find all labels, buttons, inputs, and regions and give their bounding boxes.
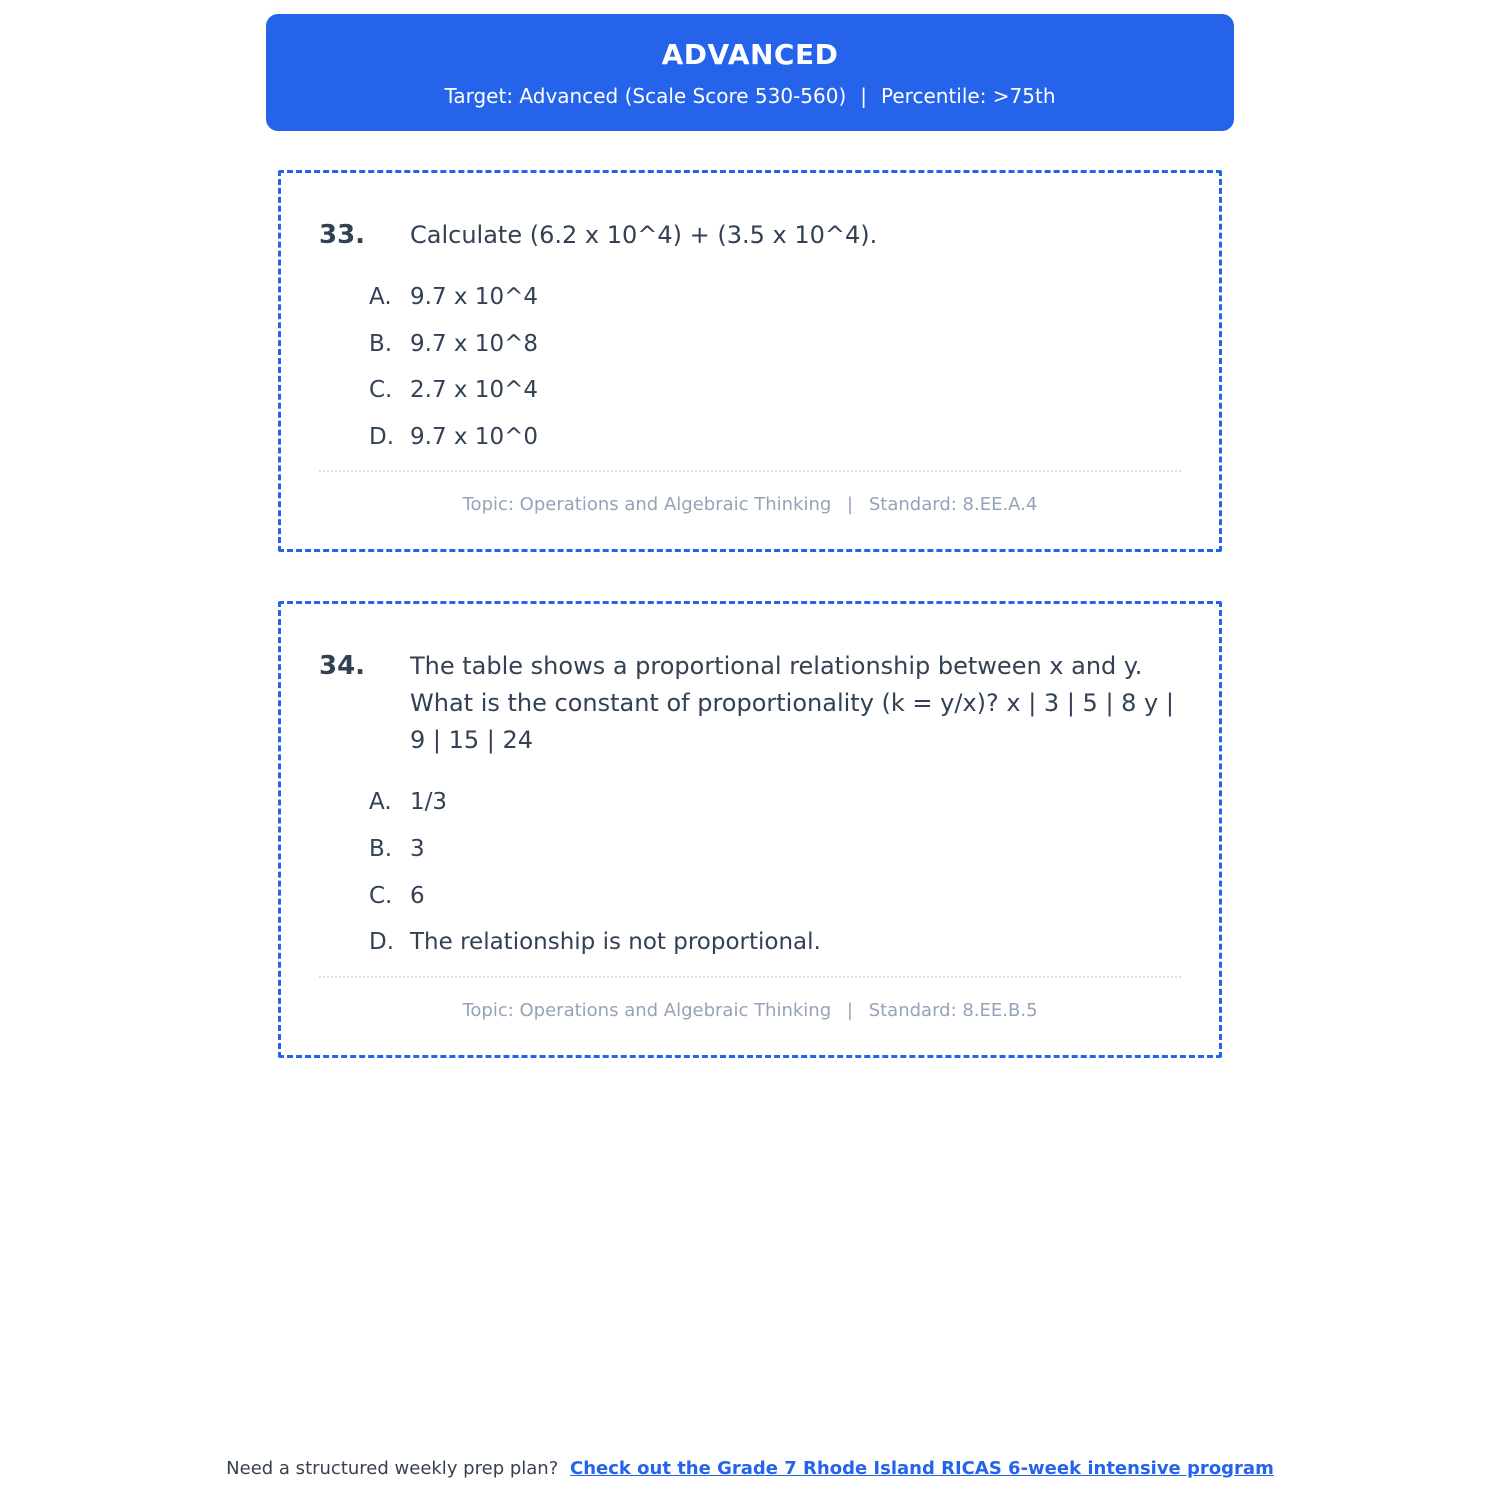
option-letter: B.: [369, 835, 393, 862]
option-text: 2.7 x 10^4: [410, 377, 538, 404]
option-d: [369, 424, 1181, 452]
standard-label: Standard: 8.EE.A.4: [868, 494, 1038, 516]
question-card-34: [278, 601, 1222, 1057]
percentile-label: Percentile: >75th: [881, 83, 1056, 108]
options-list: [369, 284, 1181, 451]
option-text: The relationship is not proportional.: [410, 929, 821, 956]
footer-prompt: Need a structured weekly prep plan?: [226, 1458, 559, 1479]
level-title: ADVANCED: [661, 37, 839, 71]
question-text: The table shows a proportional relationship between x and y. What is the constant of proportionality (k = y/x)? x | 3 | 5 | 8 y | 9 | 15 | 24: [410, 652, 1174, 755]
meta-divider: [319, 976, 1181, 978]
option-b: [369, 836, 1181, 864]
option-letter: B.: [369, 330, 393, 357]
option-a: [369, 284, 1181, 312]
level-banner: [266, 14, 1234, 131]
standard-label: Standard: 8.EE.B.5: [868, 999, 1038, 1021]
question-text: Calculate (6.2 x 10^4) + (3.5 x 10^4).: [410, 221, 878, 249]
subtitle-separator: |: [860, 83, 868, 108]
option-letter: C.: [369, 882, 393, 909]
option-letter: A.: [369, 284, 392, 310]
options-list: [369, 789, 1181, 956]
option-a: [369, 789, 1181, 817]
target-score-label: Target: Advanced (Scale Score 530-560): [444, 83, 847, 108]
question-meta: [319, 1000, 1181, 1021]
option-text: 1/3: [410, 789, 448, 816]
level-subtitle: [444, 84, 1055, 108]
option-c: [369, 377, 1181, 405]
topic-label: Topic: Operations and Algebraic Thinking: [462, 999, 832, 1021]
option-text: 6: [410, 882, 425, 909]
meta-separator: |: [846, 999, 853, 1021]
option-b: [369, 331, 1181, 359]
option-c: [369, 883, 1181, 911]
option-text: 3: [410, 835, 425, 862]
meta-separator: |: [847, 494, 854, 516]
footer: [0, 1458, 1500, 1479]
option-letter: C.: [369, 377, 393, 404]
option-letter: D.: [369, 929, 395, 956]
option-letter: D.: [369, 423, 395, 450]
option-text: 9.7 x 10^0: [410, 423, 538, 450]
option-text: 9.7 x 10^8: [410, 330, 538, 357]
question-row: [319, 217, 1181, 254]
meta-divider: [319, 470, 1181, 472]
option-d: [369, 929, 1181, 957]
question-number: 34.: [319, 651, 366, 682]
footer-link[interactable]: Check out the Grade 7 Rhode Island RICAS 6-week intensive program: [570, 1458, 1274, 1479]
question-number: 33.: [319, 220, 366, 250]
option-letter: A.: [369, 789, 392, 816]
option-text: 9.7 x 10^4: [410, 284, 538, 310]
question-row: [319, 648, 1181, 759]
question-card-33: [278, 170, 1222, 552]
topic-label: Topic: Operations and Algebraic Thinking: [462, 494, 832, 516]
question-meta: [319, 494, 1181, 515]
